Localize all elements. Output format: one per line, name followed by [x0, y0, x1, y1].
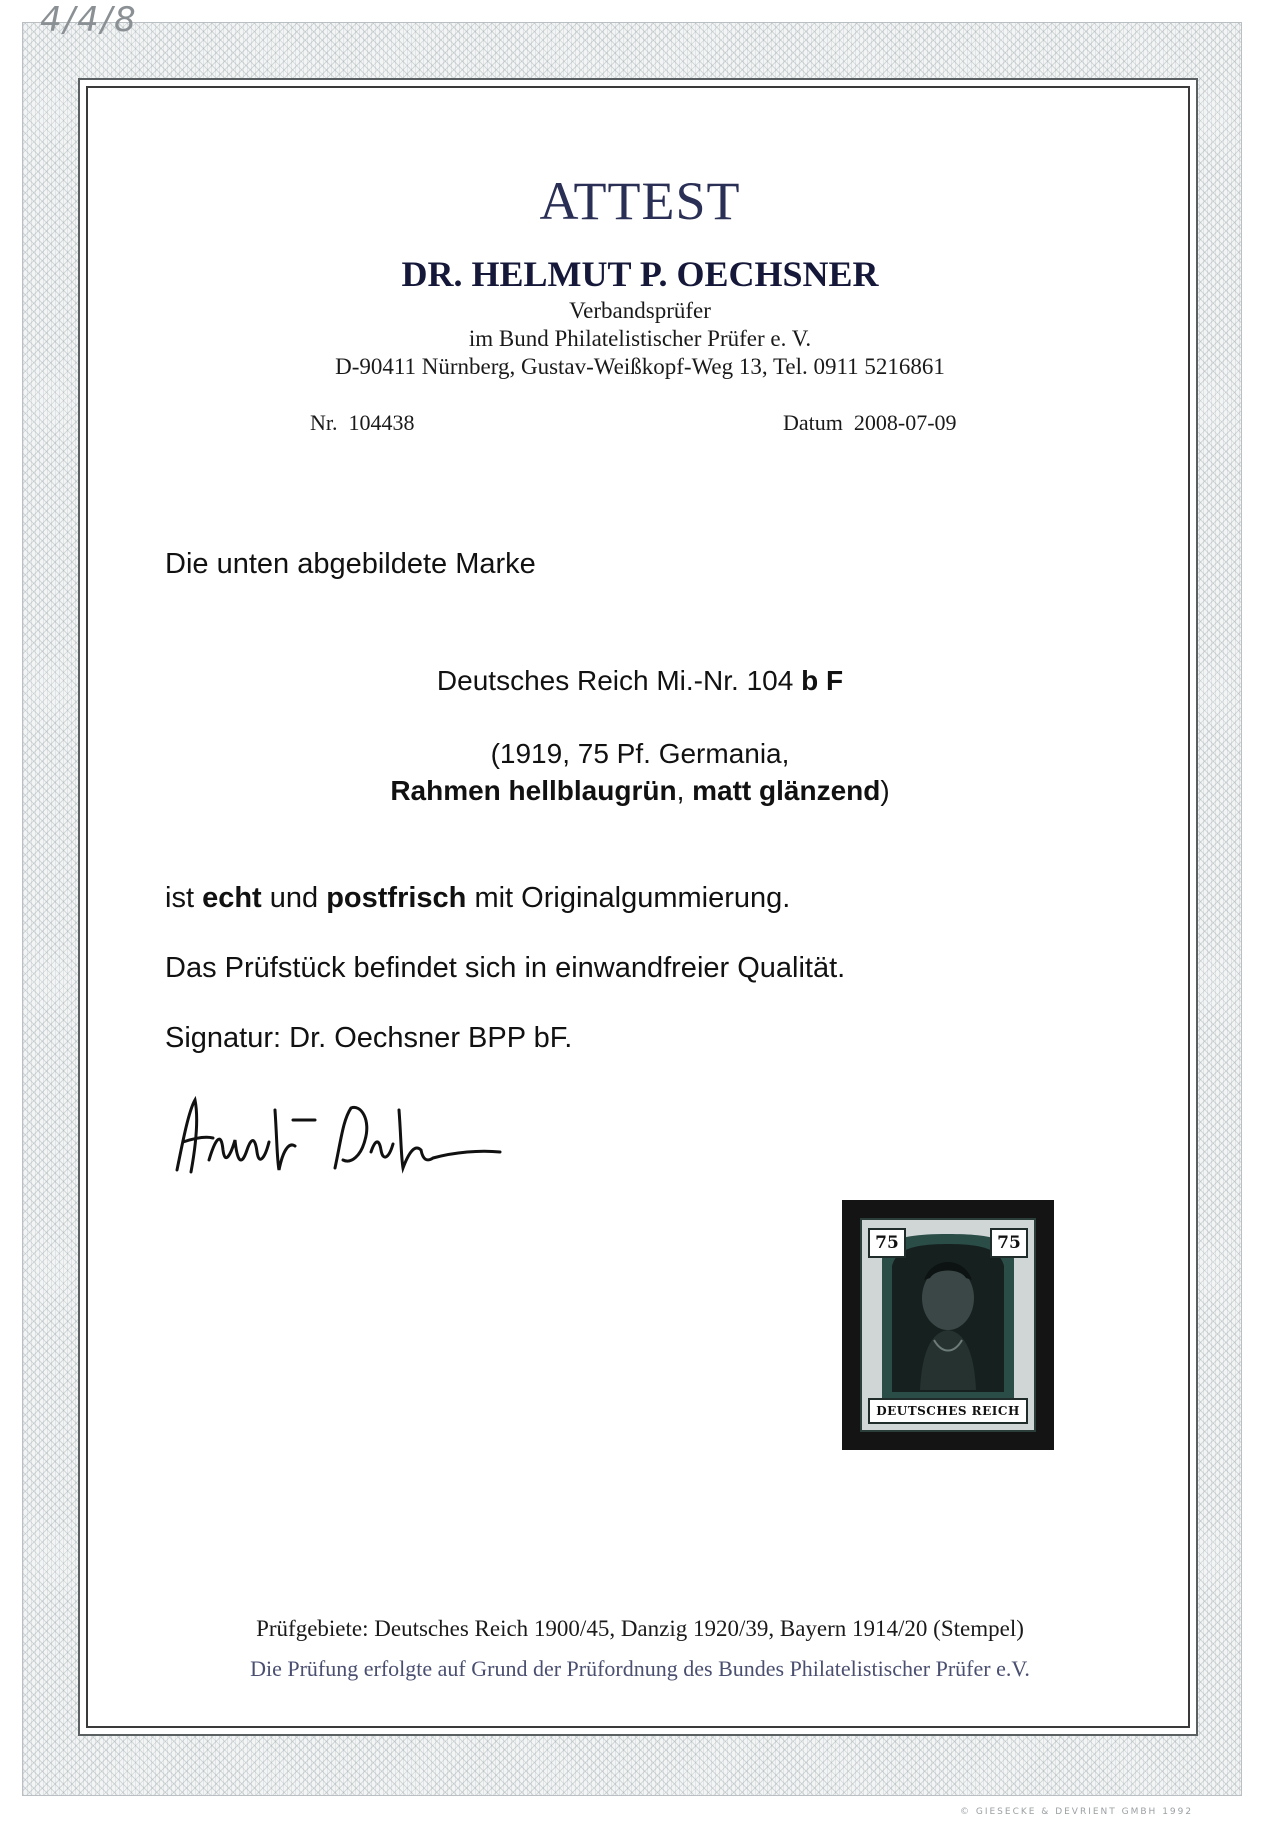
color-line	[0, 775, 1280, 807]
quality-line: Das Prüfstück befindet sich in einwandfreier Qualität.	[165, 952, 846, 984]
issue-line: (1919, 75 Pf. Germania,	[490, 738, 790, 769]
stamp-design	[860, 1218, 1036, 1432]
color-close: )	[880, 775, 890, 806]
catalog-variant: b F	[801, 665, 844, 696]
color-gloss: matt glänzend	[692, 775, 881, 806]
handwritten-signature	[165, 1080, 505, 1190]
status-mint: postfrisch	[326, 882, 467, 914]
examiner-association: im Bund Philatelistischer Prüfer e. V.	[468, 326, 812, 351]
color-separator: ,	[676, 775, 693, 806]
status-text-2: und	[261, 882, 327, 914]
signature-line: Signatur: Dr. Oechsner BPP bF.	[165, 1022, 573, 1054]
examination-rules: Die Prüfung erfolgte auf Grund der Prüfordnung des Bundes Philatelistischer Prüfer e.V.	[250, 1656, 1030, 1681]
catalog-prefix: Deutsches Reich Mi.-Nr. 104	[436, 665, 802, 696]
nr-label: Nr.	[310, 410, 338, 435]
certificate-number	[310, 410, 415, 436]
corner-pencil-note: 4/4/8	[40, 0, 138, 40]
printer-imprint: © GIESECKE & DEVRIENT GMBH 1992	[960, 1807, 1194, 1817]
status-genuine: echt	[202, 882, 262, 914]
nr-value: 104438	[348, 410, 415, 435]
intro-text: Die unten abgebildete Marke	[165, 548, 536, 580]
stamp-value-right: 75	[990, 1228, 1028, 1258]
stamp-value-left: 75	[868, 1228, 906, 1258]
examiner-name: DR. HELMUT P. OECHSNER	[401, 254, 879, 294]
stamp-image	[842, 1200, 1054, 1450]
certificate-title: ATTEST	[539, 171, 741, 231]
color-frame: Rahmen hellblaugrün	[390, 775, 677, 806]
examination-areas: Prüfgebiete: Deutsches Reich 1900/45, Danzig 1920/39, Bayern 1914/20 (Stempel)	[256, 1616, 1024, 1641]
examiner-address: D-90411 Nürnberg, Gustav-Weißkopf-Weg 13, Tel. 0911 5216861	[335, 354, 945, 379]
datum-value: 2008-07-09	[853, 410, 957, 435]
status-line	[165, 882, 790, 915]
status-text-1: ist	[165, 882, 203, 914]
stamp-country-label: DEUTSCHES REICH	[868, 1398, 1028, 1424]
datum-label: Datum	[783, 410, 843, 435]
certificate-date	[783, 410, 957, 436]
status-text-3: mit Originalgummierung.	[466, 882, 791, 914]
catalog-line	[0, 665, 1280, 697]
examiner-role: Verbandsprüfer	[569, 298, 711, 323]
